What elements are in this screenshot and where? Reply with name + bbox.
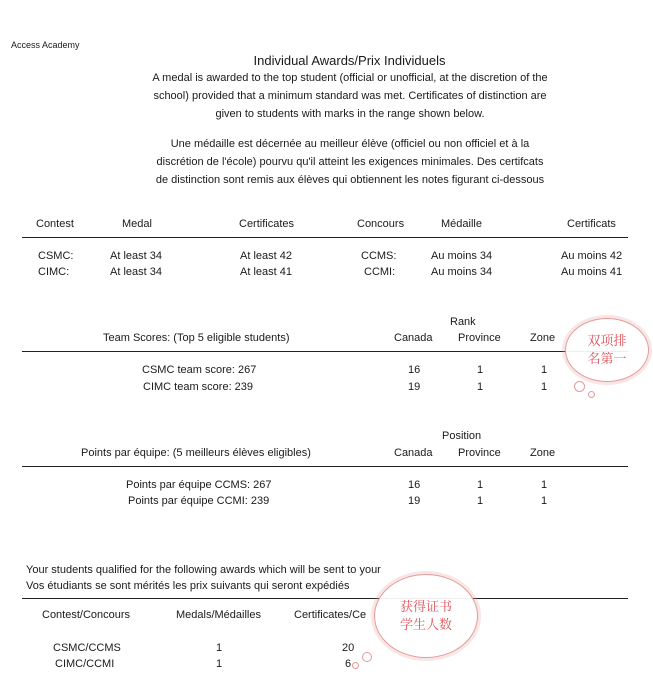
awards-row-certificates: 20 — [342, 642, 355, 654]
school-name: Access Academy — [11, 40, 80, 50]
position-label: Position — [442, 430, 482, 442]
team-score-label: CIMC team score: 239 — [143, 381, 254, 393]
points-equipe-label: Points par équipe CCMS: 267 — [126, 479, 272, 491]
criteria-row-certificats: Au moins 41 — [561, 266, 623, 278]
awards-header-contest: Contest/Concours — [42, 609, 131, 621]
team-score-label: CSMC team score: 267 — [142, 364, 257, 376]
team-score-zone: 1 — [541, 381, 548, 393]
intro-french: Une médaille est décernée au meilleur élève (officiel ou non officiel et à la discrétion de l'école) pourvu qu'il atteint les exigences minimales. Des certifcats de distinction sont remis aux élèves qui obtiennent les notes figurant ci-dessous — [155, 138, 545, 186]
awards-row-medals: 1 — [216, 642, 223, 654]
criteria-divider — [22, 237, 628, 238]
header-contest: Contest — [36, 218, 74, 230]
criteria-row-contest: CSMC: — [38, 250, 74, 262]
intro-english: A medal is awarded to the top student (official or unofficial, at the discretion of the school) provided that a minimum standard was met. Certificates of distinction are given to students with marks in the range shown below. — [152, 72, 548, 120]
team-score-canada: 16 — [408, 364, 421, 376]
annotation-tail-dot — [362, 652, 372, 662]
points-equipe-zone: 1 — [541, 479, 548, 491]
criteria-row-concours: CCMI: — [364, 266, 396, 278]
criteria-row-medal: At least 34 — [110, 266, 162, 278]
team-score-province: 1 — [477, 364, 484, 376]
awards-line-english: Your students qualified for the following awards which will be sent to your — [26, 564, 381, 576]
header-certificates: Certificates — [239, 218, 295, 230]
awards-line-french: Vos étudiants se sont mérités les prix suivants qui seront expédiés — [26, 580, 350, 592]
awards-header-certificates: Certificates/Ce — [294, 609, 367, 621]
points-equipe-label: Points par équipe CCMI: 239 — [128, 495, 270, 507]
rank-label: Rank — [450, 316, 476, 328]
criteria-row-medal: At least 34 — [110, 250, 162, 262]
col-canada: Canada — [394, 447, 433, 459]
criteria-row-contest: CIMC: — [38, 266, 70, 278]
header-medal: Medal — [122, 218, 152, 230]
criteria-row-medaille: Au moins 34 — [431, 266, 493, 278]
awards-divider — [22, 598, 628, 599]
header-concours: Concours — [357, 218, 405, 230]
criteria-row-medaille: Au moins 34 — [431, 250, 493, 262]
points-equipe-province: 1 — [477, 495, 484, 507]
team-scores-heading: Team Scores: (Top 5 eligible students) — [103, 332, 290, 344]
header-certificats: Certificats — [567, 218, 616, 230]
points-equipe-canada: 16 — [408, 479, 421, 491]
annotation-bubble-certificates: 获得证书 学生人数 — [374, 574, 478, 658]
awards-row-medals: 1 — [216, 658, 223, 670]
annotation-tail-dot — [588, 391, 595, 398]
team-score-zone: 1 — [541, 364, 548, 376]
awards-row-contest: CIMC/CCMI — [55, 658, 115, 670]
col-zone: Zone — [530, 332, 556, 344]
annotation-bubble-ranking: 双项排 名第一 — [565, 318, 649, 382]
col-province: Province — [458, 447, 501, 459]
page-title: Individual Awards/Prix Individuels — [253, 53, 446, 68]
awards-row-contest: CSMC/CCMS — [53, 642, 121, 654]
awards-row-certificates: 6 — [345, 658, 352, 670]
header-medaille: Médaille — [441, 218, 482, 230]
col-canada: Canada — [394, 332, 433, 344]
points-equipe-zone: 1 — [541, 495, 548, 507]
criteria-row-certificats: Au moins 42 — [561, 250, 623, 262]
team-score-province: 1 — [477, 381, 484, 393]
points-equipe-divider — [22, 466, 628, 467]
col-province: Province — [458, 332, 501, 344]
annotation-tail-dot — [574, 381, 585, 392]
points-equipe-province: 1 — [477, 479, 484, 491]
points-equipe-canada: 19 — [408, 495, 421, 507]
annotation-tail-dot — [352, 662, 359, 669]
criteria-row-certificates: At least 42 — [240, 250, 292, 262]
criteria-row-concours: CCMS: — [361, 250, 397, 262]
col-zone: Zone — [530, 447, 556, 459]
awards-header-medals: Medals/Médailles — [176, 609, 261, 621]
team-scores-divider — [22, 351, 628, 352]
team-score-canada: 19 — [408, 381, 421, 393]
points-equipe-heading: Points par équipe: (5 meilleurs élèves eligibles) — [81, 447, 311, 459]
criteria-row-certificates: At least 41 — [240, 266, 292, 278]
